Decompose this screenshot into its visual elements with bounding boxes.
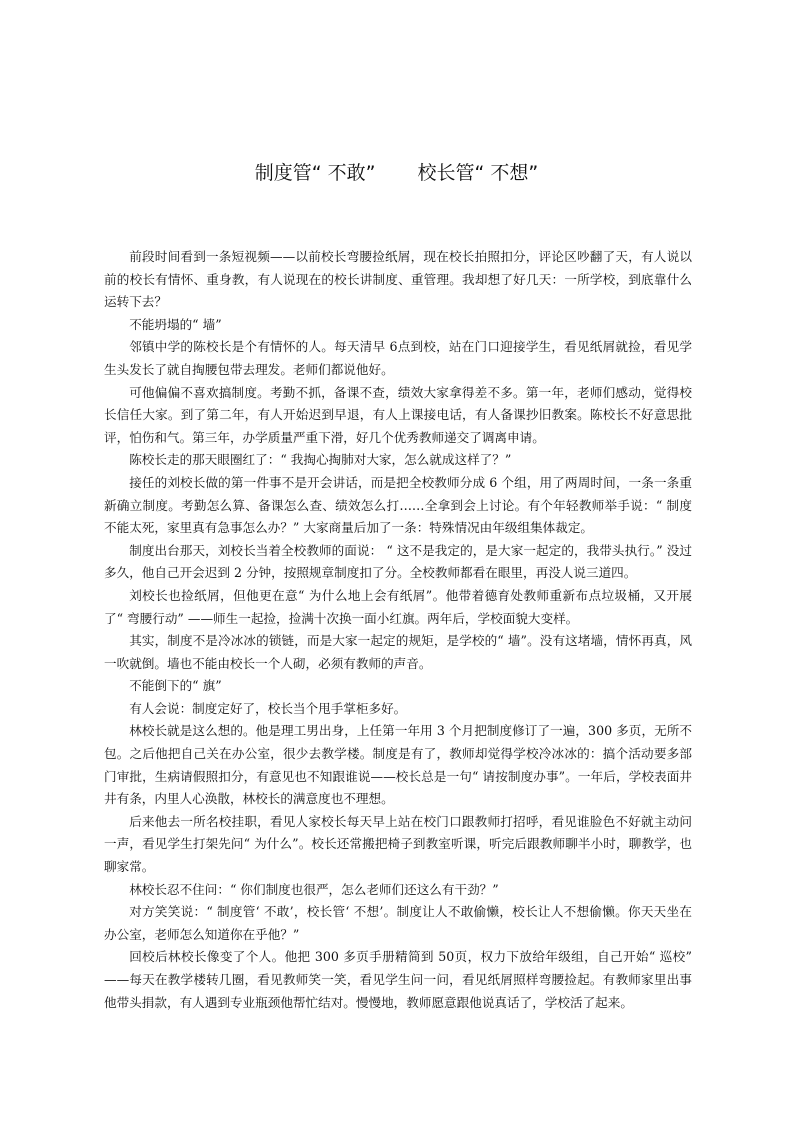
paragraph: 前段时间看到一条短视频——以前校长弯腰捡纸屑，现在校长拍照扣分，评论区吵翻了天，有人说以前的校长有情怀、重身教，有人说现在的校长讲制度、重管理。我却想了好几天：一所学校，到底靠什么运转下去？ [104,249,692,310]
paragraph: 接任的刘校长做的第一件事不是开会讲话，而是把全校教师分成 6 个组，用了两周时间，一条一条重新确立制度。考勤怎么算、备课怎么查、绩效怎么打……全拿到会上讨论。有个年轻教师举手说：“ 制度不能太死，家里真有急事怎么办？” 大家商量后加了一条：特殊情况由年级组集体裁定。 [104,474,692,536]
paragraph: 林校长忍不住问：“ 你们制度也很严，怎么老师们还这么有干劲？” [129,881,499,897]
paragraph: 对方笑笑说：“ 制度管‘ 不敢’，校长管‘ 不想’。制度让人不敢偷懒，校长让人不想偷懒。你天天坐在办公室，老师怎么知道你在乎他？” [104,904,692,942]
paragraph: 可他偏偏不喜欢搞制度。考勤不抓，备课不查，绩效大家拿得差不多。第一年，老师们感动，觉得校长信任大家。到了第二年，有人开始迟到早退，有人上课接电话，有人备课抄旧教案。陈校长不好意思批评，怕伤和气。第三年，办学质量严重下滑，好几个优秀教师递交了调离申请。 [104,384,692,445]
paragraph: 制度出台那天，刘校长当着全校教师的面说： “ 这不是我定的，是大家一起定的，我带头执行。” 没过多久，他自己开会迟到 2 分钟，按照规章制度扣了分。全校教师都看在眼里，再没人说三道四。 [104,542,692,581]
paragraph: 陈校长走的那天眼圈红了：“ 我掏心掏肺对大家，怎么就成这样了？” [129,452,512,468]
title-part-1: 制度管“ 不敢” [254,162,376,184]
paragraph: 林校长就是这么想的。他是理工男出身，上任第一年用 3 个月把制度修订了一遍，300 多页，无所不包。之后他把自己关在办公室，很少去教学楼。制度是有了，教师却觉得学校冷冰冰的：搞个活动要多部门审批，生病请假照扣分，有意见也不知跟谁说——校长总是一句“ 请按制度办事”。一年后，学校表面井井有条，内里人心涣散，林校长的满意度也不理想。 [104,723,692,807]
section-heading: 不能坍塌的“ 墙” [129,316,222,332]
paragraph: 回校后林校长像变了个人。他把 300 多页手册精简到 50页，权力下放给年级组，自己开始“ 巡校” ——每天在教学楼转几圈，看见教师笑一笑，看见学生问一问，看见纸屑照样弯腰捡起。有教师家里出事他带头捐款，有人遇到专业瓶颈他帮忙结对。慢慢地，教师愿意跟他说真话了，学校活了起来。 [104,949,692,1010]
document-body [104,246,692,1014]
paragraph: 有人会说：制度定好了，校长当个甩手掌柜多好。 [129,700,407,716]
section-heading: 不能倒下的“ 旗” [129,678,222,694]
paragraph: 其实，制度不是冷冰冰的锁链，而是大家一起定的规矩，是学校的“ 墙”。没有这堵墙，情怀再真，风一吹就倒。墙也不能由校长一个人砌，必须有教师的声音。 [104,633,692,671]
paragraph: 后来他去一所名校挂职，看见人家校长每天早上站在校门口跟教师打招呼，看见谁脸色不好就主动问一声，看见学生打架先问“ 为什么”。校长还常搬把椅子到教室听课，听完后跟教师聊半小时，聊教学，也聊家常。 [104,813,692,875]
document-title [0,158,793,185]
paragraph: 刘校长也捡纸屑，但他更在意“ 为什么地上会有纸屑”。他带着德育处教师重新布点垃圾桶，又开展了“ 弯腰行动” ——师生一起捡，捡满十次换一面小红旗。两年后，学校面貌大变样。 [104,587,692,626]
title-part-2: 校长管“ 不想” [417,162,539,184]
paragraph: 邻镇中学的陈校长是个有情怀的人。每天清早 6点到校，站在门口迎接学生，看见纸屑就捡，看见学生头发长了就自掏腰包带去理发。老师们都说他好。 [104,339,692,377]
